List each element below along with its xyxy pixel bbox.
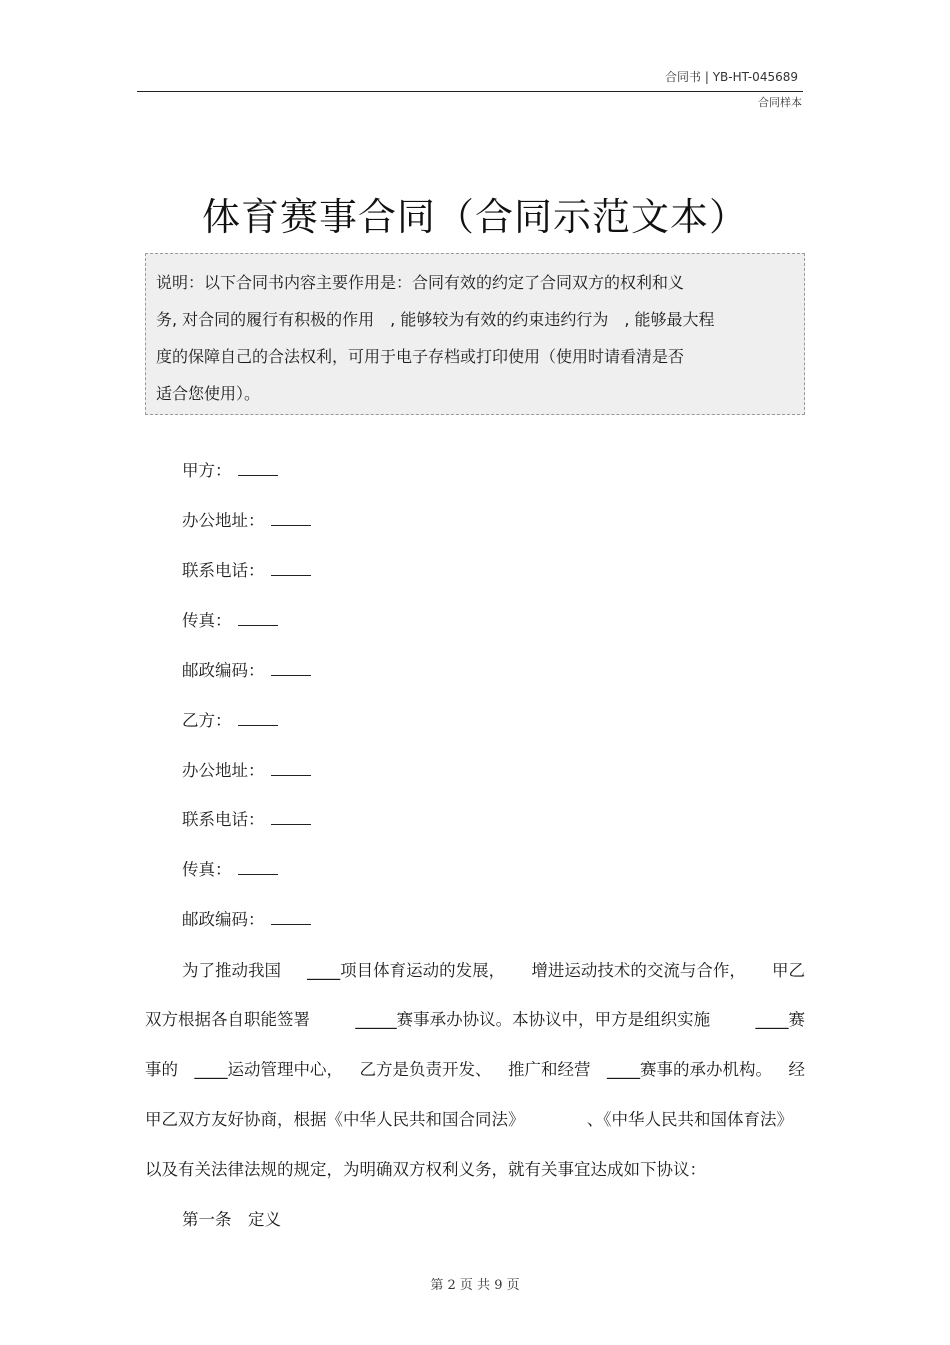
party-b-name-blank[interactable] [238,711,278,726]
document-type-label: 合同样本 [758,96,802,109]
body-paragraph-line [145,1056,805,1080]
party-a-postcode-label: 邮政编码： [182,661,265,680]
page-number: 第 2 页 共 9 页 [430,1278,520,1293]
body-segment: 增进运动技术的交流与合作， [531,961,746,980]
party-b-phone-label: 联系电话： [182,810,265,829]
party-b-fax-blank[interactable] [238,860,278,875]
party-b-name-field [182,707,278,731]
body-segment: 甲乙 [771,961,805,980]
party-a-fax-field [182,607,278,631]
explanation-box [145,253,805,415]
body-paragraph-line [182,957,805,981]
body-segment: ____项目体育运动的发展， [307,961,506,980]
body-segment: 经 [788,1060,805,1079]
body-segment: 为了推动我国 [182,961,281,980]
body-segment: 双方根据各自职能签署 [145,1010,310,1029]
party-a-phone-label: 联系电话： [182,561,265,580]
party-b-address-label: 办公地址： [182,761,265,780]
party-b-postcode-blank[interactable] [271,910,311,925]
party-b-phone-blank[interactable] [271,810,311,825]
party-b-name-label: 乙方： [182,711,232,730]
party-a-name-field [182,457,278,481]
body-paragraph-line [145,1106,793,1130]
party-b-address-field [182,757,311,781]
header-rule [137,91,803,92]
body-segment: _____赛事承办协议。本协议中，甲方是组织实施 [355,1010,711,1029]
party-a-address-blank[interactable] [271,511,311,526]
party-b-address-blank[interactable] [271,761,311,776]
party-b-fax-field [182,856,278,880]
party-a-address-label: 办公地址： [182,511,265,530]
party-a-postcode-blank[interactable] [271,661,311,676]
party-b-postcode-field [182,906,311,930]
party-b-fax-label: 传真： [182,860,232,879]
party-a-fax-label: 传真： [182,611,232,630]
party-a-postcode-field [182,657,311,681]
party-a-phone-blank[interactable] [271,561,311,576]
body-segment: 、《中华人民共和国体育法》 [586,1110,793,1129]
section-heading: 第一条 定义 [182,1210,281,1229]
explanation-line: 务, 对合同的履行有积极的作用 , 能够较为有效的约束违约行为 , 能够最大程 [156,310,715,329]
document-title: 体育赛事合同（合同示范文本） [201,195,748,239]
body-segment: ____赛 [755,1010,805,1029]
party-a-name-blank[interactable] [238,461,278,476]
body-paragraph-line: 以及有关法律法规的规定，为明确双方权利义务，就有关事宜达成如下协议： [145,1160,706,1179]
body-segment: ____运动管理中心， [194,1060,343,1079]
party-a-address-field [182,507,311,531]
explanation-line: 度的保障自己的合法权利，可用于电子存档或打印使用（使用时请看清是否 [156,347,685,366]
party-a-phone-field [182,557,311,581]
body-paragraph-line [145,1006,805,1030]
body-segment: 事的 [145,1060,178,1079]
body-segment: 推广和经营 [508,1060,591,1079]
explanation-line: 说明：以下合同书内容主要作用是：合同有效的约定了合同双方的权利和义 [156,273,685,292]
party-a-name-label: 甲方： [182,461,232,480]
body-segment: ____赛事的承办机构。 [607,1060,772,1079]
explanation-line: 适合您使用）。 [156,384,261,403]
body-segment: 甲乙双方友好协商，根据《中华人民共和国合同法》 [145,1110,525,1129]
document-id: 合同书 | YB-HT-045689 [665,70,798,84]
body-segment: 乙方是负责开发、 [359,1060,492,1079]
party-b-phone-field [182,806,311,830]
party-b-postcode-label: 邮政编码： [182,910,265,929]
party-a-fax-blank[interactable] [238,611,278,626]
